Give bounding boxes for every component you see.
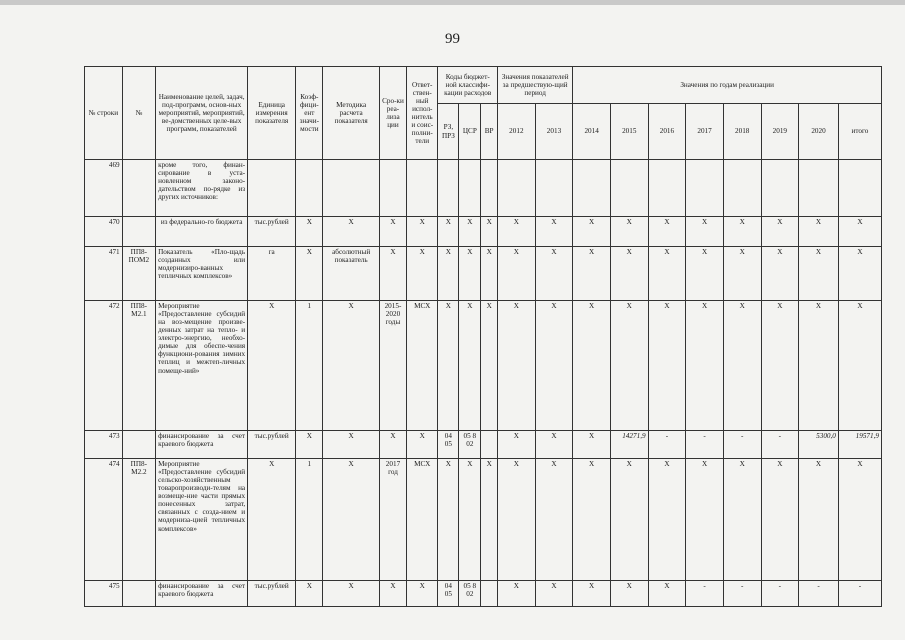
cell-code: ПП8-М2.1 (122, 301, 155, 431)
cell-rz: 04 05 (438, 581, 459, 607)
cell-2016: X (648, 459, 686, 581)
cell-2017: - (686, 431, 724, 459)
cell-2016: X (648, 581, 686, 607)
cell-2020 (799, 160, 839, 217)
cell-2020: X (799, 301, 839, 431)
header-budget-codes: Коды бюджет-ной классифи-кации расходов (438, 67, 498, 104)
cell-2017: X (686, 247, 724, 301)
cell-2013: X (535, 217, 573, 247)
cell-2015 (610, 160, 648, 217)
cell-total: X (838, 459, 881, 581)
header-2015: 2015 (610, 104, 648, 160)
cell-coef: X (296, 581, 323, 607)
cell-unit: X (248, 459, 296, 581)
table-row (85, 459, 882, 581)
cell-method: X (323, 301, 379, 431)
cell-name: кроме того, финан-сирование в уста-новленном законо-дательством по-рядке из других источников: (156, 160, 248, 217)
cell-method: X (323, 217, 379, 247)
cell-2015: X (610, 581, 648, 607)
cell-2019: X (761, 247, 799, 301)
table-row (85, 247, 882, 301)
header-2020: 2020 (799, 104, 839, 160)
cell-vr (481, 581, 498, 607)
header-coef: Коэф-фици-ент значи-мости (296, 67, 323, 160)
cell-method: X (323, 459, 379, 581)
cell-2017: - (686, 581, 724, 607)
cell-vr: X (481, 459, 498, 581)
table-row (85, 160, 882, 217)
header-years: Значения по годам реализации (573, 67, 882, 104)
cell-vr (481, 431, 498, 459)
cell-2019: - (761, 581, 799, 607)
cell-2019: X (761, 301, 799, 431)
cell-2018: X (723, 459, 761, 581)
header-2012: 2012 (498, 104, 536, 160)
cell-period: X (379, 217, 406, 247)
cell-coef: X (296, 217, 323, 247)
cell-2020: - (799, 581, 839, 607)
cell-2017: X (686, 301, 724, 431)
cell-2015: 14271,9 (610, 431, 648, 459)
cell-code (122, 217, 155, 247)
cell-csr (459, 160, 481, 217)
cell-csr: 05 8 02 (459, 431, 481, 459)
cell-2013: X (535, 431, 573, 459)
cell-code (122, 160, 155, 217)
cell-code: ПП8-М2.2 (122, 459, 155, 581)
cell-2019 (761, 160, 799, 217)
cell-period: X (379, 247, 406, 301)
header-unit: Единица измерения показателя (248, 67, 296, 160)
cell-2012: X (498, 581, 536, 607)
cell-executor: X (407, 217, 438, 247)
cell-unit: га (248, 247, 296, 301)
cell-row-no: 472 (85, 301, 123, 431)
cell-name: финансирование за счет краевого бюджета (156, 431, 248, 459)
header-2013: 2013 (535, 104, 573, 160)
cell-unit (248, 160, 296, 217)
cell-2012: X (498, 431, 536, 459)
cell-2016: X (648, 301, 686, 431)
cell-2018: X (723, 301, 761, 431)
header-prev-period: Значения показателей за предшествую-щий период (498, 67, 573, 104)
cell-2018: - (723, 431, 761, 459)
cell-2020: X (799, 217, 839, 247)
cell-code (122, 581, 155, 607)
cell-coef: 1 (296, 459, 323, 581)
cell-2012: X (498, 247, 536, 301)
cell-2013 (535, 160, 573, 217)
cell-method: абсолютный показатель (323, 247, 379, 301)
cell-executor: X (407, 581, 438, 607)
cell-rz: X (438, 217, 459, 247)
header-method: Методика расчета показателя (323, 67, 379, 160)
cell-name: Мероприятие «Предоставление субсидий сельско-хозяйственным товаропроизводи-телям на возмеще-ние части прямых понесенных затрат, связанных с созда-нием и модерниза-цией тепличных комплексов» (156, 459, 248, 581)
cell-vr (481, 160, 498, 217)
cell-period: 2015-2020 годы (379, 301, 406, 431)
cell-executor: МСХ (407, 459, 438, 581)
cell-row-no: 471 (85, 247, 123, 301)
header-name: Наименование целей, задач, под-программ, основ-ных мероприятий, мероприятий, ве-домственных целе-вых программ, показателей (156, 67, 248, 160)
header-csr: ЦСР (459, 104, 481, 160)
cell-executor: X (407, 431, 438, 459)
table-row (85, 217, 882, 247)
cell-2015: X (610, 301, 648, 431)
cell-2013: X (535, 301, 573, 431)
cell-method: X (323, 581, 379, 607)
cell-2019: X (761, 217, 799, 247)
cell-total (838, 160, 881, 217)
header-2017: 2017 (686, 104, 724, 160)
header-no: № (122, 67, 155, 160)
cell-row-no: 470 (85, 217, 123, 247)
program-table (84, 66, 882, 607)
cell-2020: X (799, 247, 839, 301)
cell-2014: X (573, 581, 611, 607)
cell-period: 2017 год (379, 459, 406, 581)
table-row (85, 301, 882, 431)
cell-csr: X (459, 217, 481, 247)
cell-2020: 5300,0 (799, 431, 839, 459)
cell-rz (438, 160, 459, 217)
header-2018: 2018 (723, 104, 761, 160)
table-row (85, 431, 882, 459)
cell-2016: X (648, 217, 686, 247)
cell-coef: X (296, 431, 323, 459)
cell-unit: тыс.рублей (248, 217, 296, 247)
cell-2015: X (610, 459, 648, 581)
cell-2015: X (610, 247, 648, 301)
cell-executor: X (407, 247, 438, 301)
cell-2014: X (573, 301, 611, 431)
cell-2012: X (498, 217, 536, 247)
cell-total: 19571,9 (838, 431, 881, 459)
table-row (85, 581, 882, 607)
cell-name: Показатель «Пло-щадь созданных или модернизиро-ванных тепличных комплексов» (156, 247, 248, 301)
cell-name: финансирование за счет краевого бюджета (156, 581, 248, 607)
header-vr: ВР (481, 104, 498, 160)
cell-2018 (723, 160, 761, 217)
cell-name: из федерально-го бюджета (156, 217, 248, 247)
cell-total: X (838, 217, 881, 247)
cell-csr: X (459, 301, 481, 431)
cell-2013: X (535, 247, 573, 301)
cell-2017 (686, 160, 724, 217)
cell-period (379, 160, 406, 217)
cell-total: X (838, 301, 881, 431)
cell-2014: X (573, 459, 611, 581)
header-2016: 2016 (648, 104, 686, 160)
cell-unit: тыс.рублей (248, 431, 296, 459)
cell-csr: 05 8 02 (459, 581, 481, 607)
cell-2012 (498, 160, 536, 217)
cell-2014: X (573, 431, 611, 459)
cell-unit: X (248, 301, 296, 431)
cell-vr: X (481, 247, 498, 301)
cell-2013: X (535, 581, 573, 607)
cell-2020: X (799, 459, 839, 581)
cell-row-no: 469 (85, 160, 123, 217)
cell-2014 (573, 160, 611, 217)
cell-coef: 1 (296, 301, 323, 431)
cell-2014: X (573, 217, 611, 247)
header-2019: 2019 (761, 104, 799, 160)
page-number: 99 (445, 31, 460, 47)
cell-2018: X (723, 247, 761, 301)
header-executor: Ответ-ствен-ный испол-нитель и соис-полни-тели (407, 67, 438, 160)
cell-row-no: 474 (85, 459, 123, 581)
cell-2012: X (498, 459, 536, 581)
cell-code: ПП8-ПОМ2 (122, 247, 155, 301)
header-rz: РЗ, ПРЗ (438, 104, 459, 160)
cell-2018: X (723, 217, 761, 247)
cell-2018: - (723, 581, 761, 607)
cell-2015: X (610, 217, 648, 247)
cell-period: X (379, 581, 406, 607)
cell-2019: - (761, 431, 799, 459)
cell-rz: 04 05 (438, 431, 459, 459)
cell-unit: тыс.рублей (248, 581, 296, 607)
cell-method: X (323, 431, 379, 459)
cell-coef: X (296, 247, 323, 301)
cell-rz: X (438, 301, 459, 431)
header-period: Сро-ки реа-лиза ции (379, 67, 406, 160)
cell-rz: X (438, 247, 459, 301)
header-row-no: № строки (85, 67, 123, 160)
cell-2016: X (648, 247, 686, 301)
cell-csr: X (459, 247, 481, 301)
cell-row-no: 475 (85, 581, 123, 607)
cell-2012: X (498, 301, 536, 431)
scan-edge (0, 0, 905, 5)
cell-2013: X (535, 459, 573, 581)
cell-executor: МСХ (407, 301, 438, 431)
cell-period: X (379, 431, 406, 459)
cell-csr: X (459, 459, 481, 581)
cell-executor (407, 160, 438, 217)
cell-total: - (838, 581, 881, 607)
cell-2014: X (573, 247, 611, 301)
cell-2017: X (686, 217, 724, 247)
cell-name: Мероприятие «Предоставление субсидий на воз-мещение произве-денных затрат на тепло- и электро-энергию, необхо-димые для обеспе-чения функциони-рования зимних теплиц и межтеп-личных помеще-ний» (156, 301, 248, 431)
header-total: итого (838, 104, 881, 160)
cell-vr: X (481, 217, 498, 247)
cell-coef (296, 160, 323, 217)
cell-total: X (838, 247, 881, 301)
cell-method (323, 160, 379, 217)
cell-vr: X (481, 301, 498, 431)
cell-2016: - (648, 431, 686, 459)
cell-2017: X (686, 459, 724, 581)
header-2014: 2014 (573, 104, 611, 160)
cell-2016 (648, 160, 686, 217)
cell-code (122, 431, 155, 459)
cell-row-no: 473 (85, 431, 123, 459)
cell-rz: X (438, 459, 459, 581)
cell-2019: X (761, 459, 799, 581)
